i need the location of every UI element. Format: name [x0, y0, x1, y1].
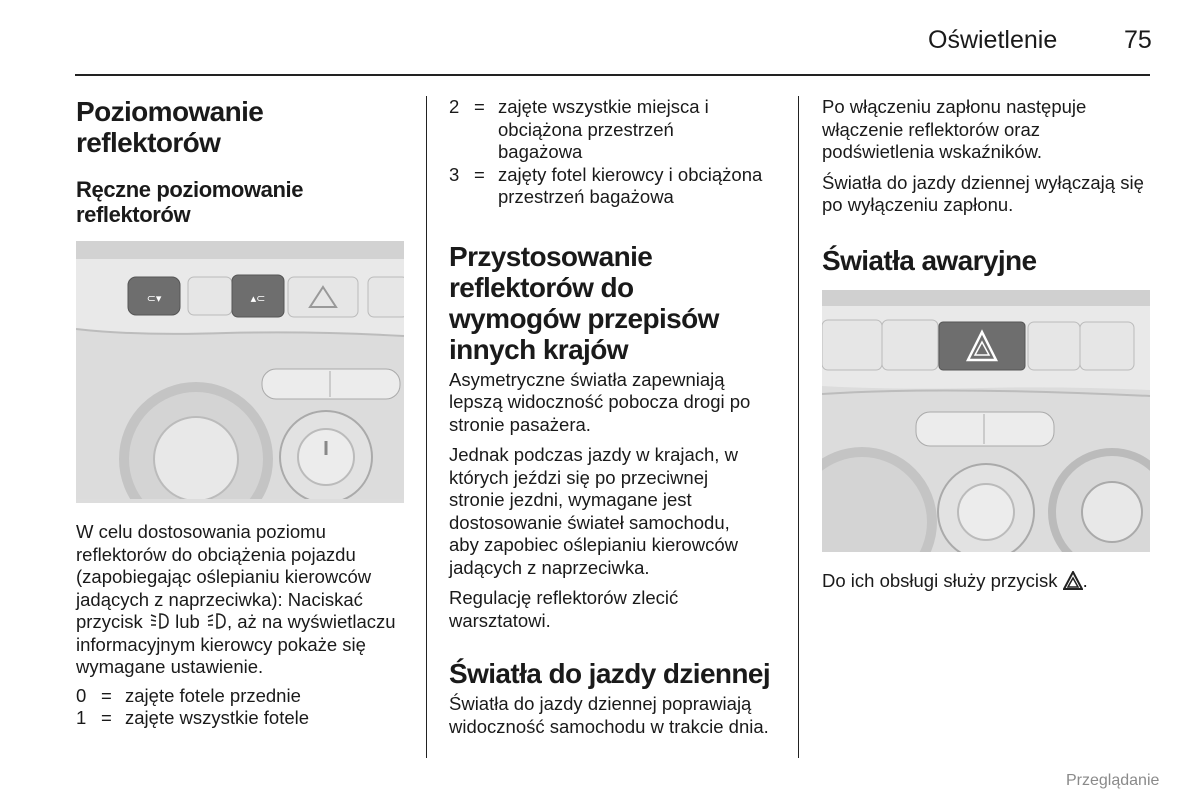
svg-text:⊂▾: ⊂▾: [146, 292, 162, 305]
column-3: [822, 96, 1152, 592]
paragraph-daytime-off: Światła do jazdy dziennej wyłączają się po wyłączeniu zapłonu.: [822, 171, 1144, 215]
list-item: 3 = zajęty fotel kierowcy i obciążona przestrzeń bagażowa: [449, 163, 763, 207]
heading-headlamp-leveling: Poziomowanie reflektorów: [76, 96, 264, 158]
column-divider-1: [426, 96, 427, 758]
list-item: 0 = zajęte fotele przednie: [76, 684, 301, 706]
figure-dashboard-buttons: [76, 241, 404, 503]
section-title: Oświetlenie: [928, 26, 1058, 54]
headlamp-down-icon: [148, 611, 170, 631]
svg-text:▴⊂: ▴⊂: [250, 292, 266, 305]
paragraph-asymmetric: Asymetryczne światła zapewniają lepszą widoczność pobocza drogi po stronie pasażera.: [449, 368, 751, 435]
heading-daytime-lights: Światła do jazdy dziennej: [449, 658, 771, 689]
figure-hazard-button: [822, 290, 1150, 552]
subheading-manual-leveling: Ręczne poziomowanie reflektorów: [76, 177, 304, 227]
list-item: 1 = zajęte wszystkie fotele: [76, 707, 310, 728]
list-item: 2 = zajęte wszystkie miejsca i obciążona przestrzeń bagażowa: [449, 96, 709, 162]
heading-hazard-lights: Światła awaryjne: [822, 244, 1037, 276]
paragraph-workshop: Regulację reflektorów zlecić warsztatowi.: [449, 587, 679, 631]
paragraph-ignition: Po włączeniu zapłonu następuje włączenie reflektorów oraz podświetlenia wskaźników.: [822, 96, 1087, 162]
footer-link[interactable]: Przeglądanie: [1066, 772, 1160, 789]
leveling-instructions: W celu dostosowania poziomu reflektorów do obciążenia pojazdu (zapobiegając oślepianiu kierowców jadących z naprzeciwka): Naciskać przycisk lub , aż na wyświetlaczu informacyjnym kierowcy pokaże się wymagane ustawienie.: [76, 521, 396, 677]
column-1: [76, 96, 406, 730]
headlamp-up-icon: [205, 611, 227, 631]
header-rule: [75, 74, 1150, 76]
page-number: 75: [1124, 26, 1152, 54]
load-list-1: [76, 685, 406, 730]
column-divider-2: [798, 96, 799, 758]
paragraph-hazard-button: Do ich obsługi służy przycisk .: [822, 569, 1088, 591]
paragraph-other-countries: Jednak podczas jazdy w krajach, w których jeździ się po przeciwnej stronie jezdni, wymagane jest dostosowanie świateł samochodu, aby zapobiec oślepianiu kierowców jadących z naprzeciwka.: [449, 444, 738, 578]
heading-country-adaptation: Przystosowanie reflektorów do wymogów przepisów innych krajów: [449, 240, 719, 365]
column-2: [449, 96, 781, 738]
load-list-2: [449, 96, 781, 209]
paragraph-daytime-lights: Światła do jazdy dziennej poprawiają widoczność samochodu w trakcie dnia.: [449, 693, 769, 737]
hazard-triangle-icon: [1063, 571, 1083, 590]
